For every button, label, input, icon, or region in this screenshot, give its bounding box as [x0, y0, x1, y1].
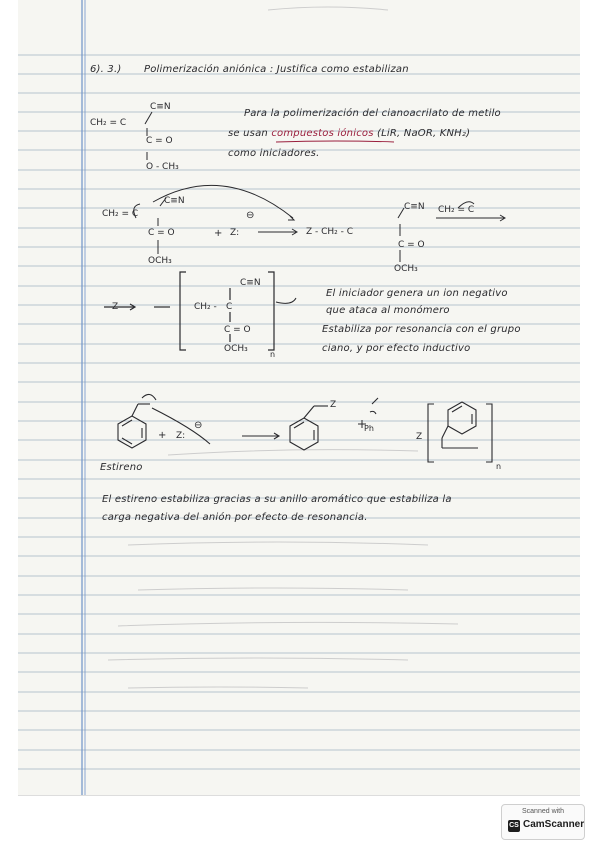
styrene-label: Estireno	[100, 462, 143, 473]
exercise-title: Polimerización aniónica : Justifica como estabilizan	[144, 64, 409, 75]
styrene-middle-arrow	[354, 408, 404, 438]
polymer-ester: OCH₃	[224, 344, 248, 354]
polymer-carbon: C	[226, 302, 233, 312]
reaction1-plus: +	[214, 228, 223, 239]
reactant-ch2: CH₂ = C	[102, 209, 139, 219]
reactant-cyano: C≡N	[164, 196, 185, 206]
polystyrene-z: Z	[416, 432, 423, 442]
polymer-carbonyl: C = O	[224, 325, 251, 335]
paragraph1-line2-start: se usan	[228, 128, 272, 139]
paragraph1-line3: como iniciadores.	[228, 148, 320, 159]
exercise-number: 6). 3.)	[90, 64, 122, 75]
product-chain: Z - CH₂ - C	[306, 227, 354, 237]
monomer-bonds	[128, 104, 168, 166]
reaction1-arrows	[108, 178, 528, 274]
polymer-ch2: CH₂ -	[194, 302, 217, 312]
badge-caption: Scanned with	[521, 808, 565, 815]
paragraph2-line2: carga negativa del anión por efecto de resonancia.	[102, 512, 368, 523]
paragraph2-line1: El estireno estabiliza gracias a su anillo aromático que estabiliza la	[102, 494, 452, 505]
camscanner-badge	[501, 804, 585, 840]
reactant-ester: OCH₃	[148, 256, 172, 266]
note-line3: Estabiliza por resonancia con el grupo	[322, 324, 521, 335]
note-line4: ciano, y por efecto inductivo	[322, 343, 471, 354]
monomer-ester: O - CH₃	[146, 162, 179, 172]
polystyrene-subscript-n: n	[496, 462, 502, 471]
polymer-subscript-n: n	[270, 350, 276, 359]
paragraph1-highlight: compuestos iónicos	[271, 128, 374, 139]
paragraph1-line1: Para la polimerización del cianoacrilato de metilo	[244, 108, 501, 119]
note-line1: El iniciador genera un ion negativo	[326, 288, 508, 299]
paragraph1-line2	[228, 128, 470, 139]
reactant-carbonyl: C = O	[148, 228, 175, 238]
monomer-ch2: CH₂ = C	[90, 118, 127, 128]
badge-name: CamScanner	[523, 819, 585, 830]
note-line2: que ataca al monómero	[326, 305, 450, 316]
polymer-z: Z	[112, 302, 119, 312]
initiator: Z:	[230, 228, 240, 238]
styrene-plus: +	[158, 430, 167, 441]
styrene-product-z: Z	[330, 400, 337, 410]
red-underline	[276, 140, 396, 144]
product-cyano: C≡N	[404, 202, 425, 212]
styrene-initiator: Z:	[176, 431, 186, 441]
monomer-carbonyl: C = O	[146, 136, 173, 146]
paragraph1-line2-end: (LiR, NaOR, KNH₂)	[373, 128, 471, 139]
product-ester: OCH₃	[394, 264, 418, 274]
product-carbonyl: C = O	[398, 240, 425, 250]
monomer-cyano: C≡N	[150, 102, 171, 112]
styrene-initiator-charge: ⊖	[194, 420, 203, 431]
initiator-charge: ⊖	[246, 210, 255, 221]
styrene-phenyl: Ph	[364, 424, 374, 433]
polymer-cyano: C≡N	[240, 278, 261, 288]
polymer-brackets	[100, 270, 300, 360]
next-monomer: CH₂ = C	[438, 205, 475, 215]
styrene-reaction-drawing	[102, 390, 552, 480]
camscanner-logo-icon: CS	[508, 820, 520, 832]
notebook-page	[18, 0, 580, 796]
